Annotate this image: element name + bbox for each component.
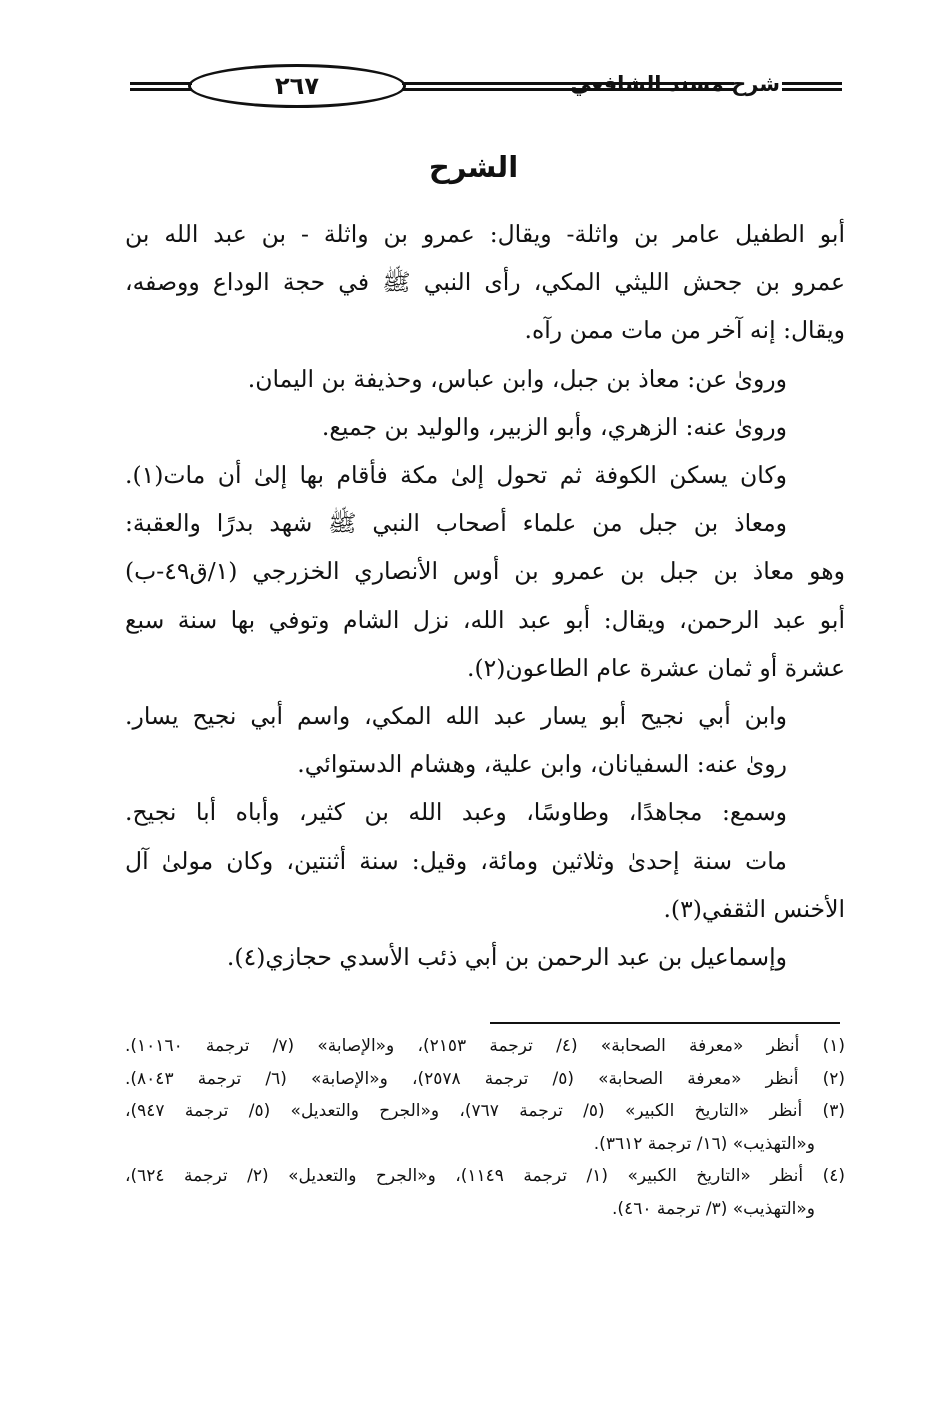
footnote-3-continuation: و«التهذيب» (١٦/ ترجمة ٣٦١٢). [593, 1133, 815, 1154]
page-number: ٢٦٧ [188, 64, 406, 108]
body-line: ورویٰ عن: معاذ بن جبل، وابن عباس، وحذيفة بن اليمان. [247, 364, 787, 393]
body-line: ويقال: إنه آخر من مات ممن رآه. [524, 316, 845, 345]
body-line: رویٰ عنه: السفيانان، وابن علية، وهشام الدستوائي. [297, 750, 787, 779]
footnote-separator [490, 1022, 840, 1024]
body-line: وابن أبي نجيح أبو يسار عبد الله المكي، واسم أبي نجيح يسار. [125, 702, 787, 731]
footnote-4-continuation: و«التهذيب» (٣/ ترجمة ٤٦٠). [612, 1198, 815, 1219]
body-line: ومعاذ بن جبل من علماء أصحاب النبي ﷺ شهد بدرًا والعقبة: [125, 509, 787, 538]
footnote-3: (٣) أنظر «التاريخ الكبير» (٥/ ترجمة ٧٦٧)، و«الجرح والتعديل» (٥/ ترجمة ٩٤٧)، [125, 1101, 845, 1121]
body-line: ورویٰ عنه: الزهري، وأبو الزبير، والوليد بن جميع. [321, 412, 787, 441]
section-title: الشرح [428, 150, 519, 184]
header-rule-right [782, 82, 842, 91]
body-line: وإسماعيل بن عبد الرحمن بن أبي ذئب الأسدي حجازي(٤). [226, 943, 787, 972]
footnotes [125, 1030, 845, 1225]
footnote-2: (٢) أنظر «معرفة الصحابة» (٥/ ترجمة ٢٥٧٨)، و«الإصابة» (٦/ ترجمة ٨٠٤٣). [125, 1068, 845, 1089]
header-rule-left [130, 82, 192, 91]
footnote-4: (٤) أنظر «التاريخ الكبير» (١/ ترجمة ١١٤٩)، و«الجرح والتعديل» (٢/ ترجمة ٦٢٤)، [125, 1166, 845, 1186]
body-line: أبو عبد الرحمن، ويقال: أبو عبد الله، نزل الشام وتوفي بها سنة سبع [125, 605, 845, 634]
body-line: عشرة أو ثمان عشرة عام الطاعون(٢). [466, 653, 845, 682]
body-line: عمرو بن جحش الليثي المكي، رأى النبي ﷺ في حجة الوداع ووصفه، [125, 268, 845, 297]
body-text [125, 210, 845, 981]
footnote-1: (١) أنظر «معرفة الصحابة» (٤/ ترجمة ٢١٥٣)، و«الإصابة» (٧/ ترجمة ١٠١٦٠). [125, 1036, 845, 1056]
body-line: أبو الطفيل عامر بن واثلة- ويقال: عمرو بن واثلة - بن عبد الله بن [125, 220, 845, 248]
body-line: الأخنس الثقفي(٣). [663, 894, 845, 923]
body-line: وكان يسكن الكوفة ثم تحول إلىٰ مكة فأقام بها إلىٰ أن مات(١). [125, 461, 787, 490]
page-header [130, 62, 842, 112]
body-line: وسمع: مجاهدًا، وطاوسًا، وعبد الله بن كثير، وأباه أبا نجيح. [125, 798, 787, 827]
body-line: مات سنة إحدىٰ وثلاثين ومائة، وقيل: سنة أثنتين، وكان مولىٰ آل [125, 846, 787, 875]
running-title: شرح مسند الشافعي [570, 72, 780, 96]
body-line: وهو معاذ بن جبل بن عمرو بن أوس الأنصاري الخزرجي (١/ق٤٩-ب) [125, 557, 845, 586]
